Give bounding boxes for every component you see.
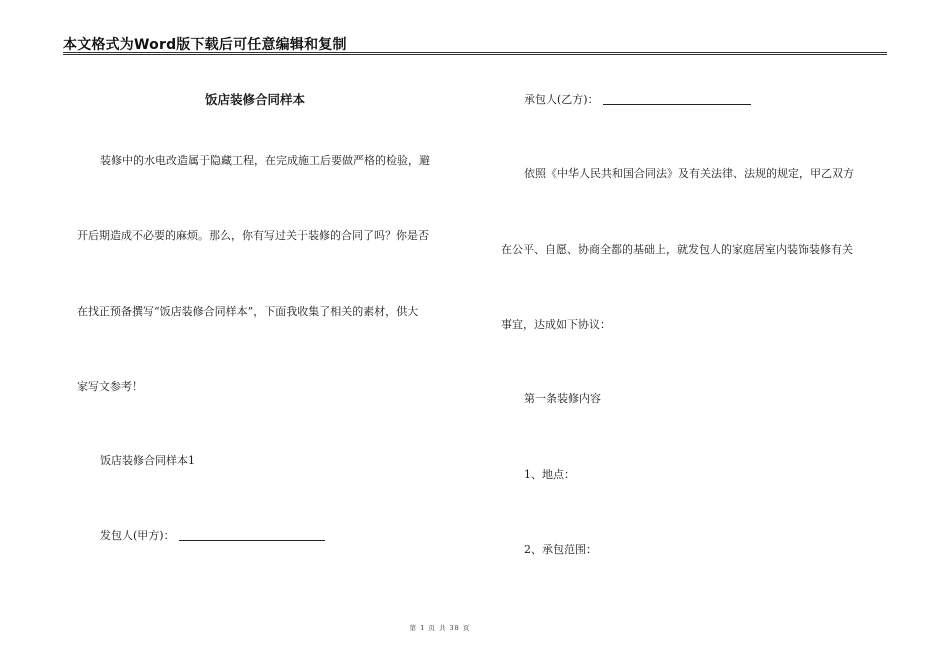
header-rule-top: [63, 52, 887, 53]
party-a-blank: [179, 530, 325, 541]
intro-line-1: 装修中的水电改造属于隐藏工程，在完成施工后要做严格的检验，避: [100, 154, 430, 167]
party-a-field: [100, 530, 325, 541]
page-number: 第 1 页 共 38 页: [409, 624, 471, 632]
party-b-field: [524, 94, 751, 105]
contract-line-1: 依照《中华人民共和国合同法》及有关法律、法规的规定，甲乙双方: [524, 167, 854, 180]
party-b-blank: [603, 94, 751, 105]
intro-line-4: 家写文参考！: [77, 380, 143, 393]
contract-line-2: 在公平、自愿、协商全都的基础上，就发包人的家庭居室内装饰装修有关: [501, 243, 853, 256]
item-1-location: 1、地点：: [524, 468, 575, 481]
article-1-heading: 第一条装修内容: [524, 392, 601, 405]
intro-line-2: 开后期造成不必要的麻烦。那么，你有写过关于装修的合同了吗？你是否: [77, 229, 429, 242]
party-a-label: 发包人(甲方)：: [100, 529, 175, 542]
contract-line-3: 事宜，达成如下协议：: [501, 318, 611, 331]
item-2-scope: 2、承包范围：: [524, 543, 597, 556]
document-title: 饭店装修合同样本: [205, 92, 306, 107]
party-b-label: 承包人(乙方)：: [524, 93, 599, 106]
document-header: 本文格式为Word版下载后可任意编辑和复制: [63, 37, 347, 53]
header-rule-bottom: [63, 54, 887, 55]
sample-heading: 饭店装修合同样本1: [100, 454, 195, 467]
intro-line-3: 在找正预备撰写“饭店装修合同样本”，下面我收集了相关的素材，供大: [77, 305, 419, 318]
